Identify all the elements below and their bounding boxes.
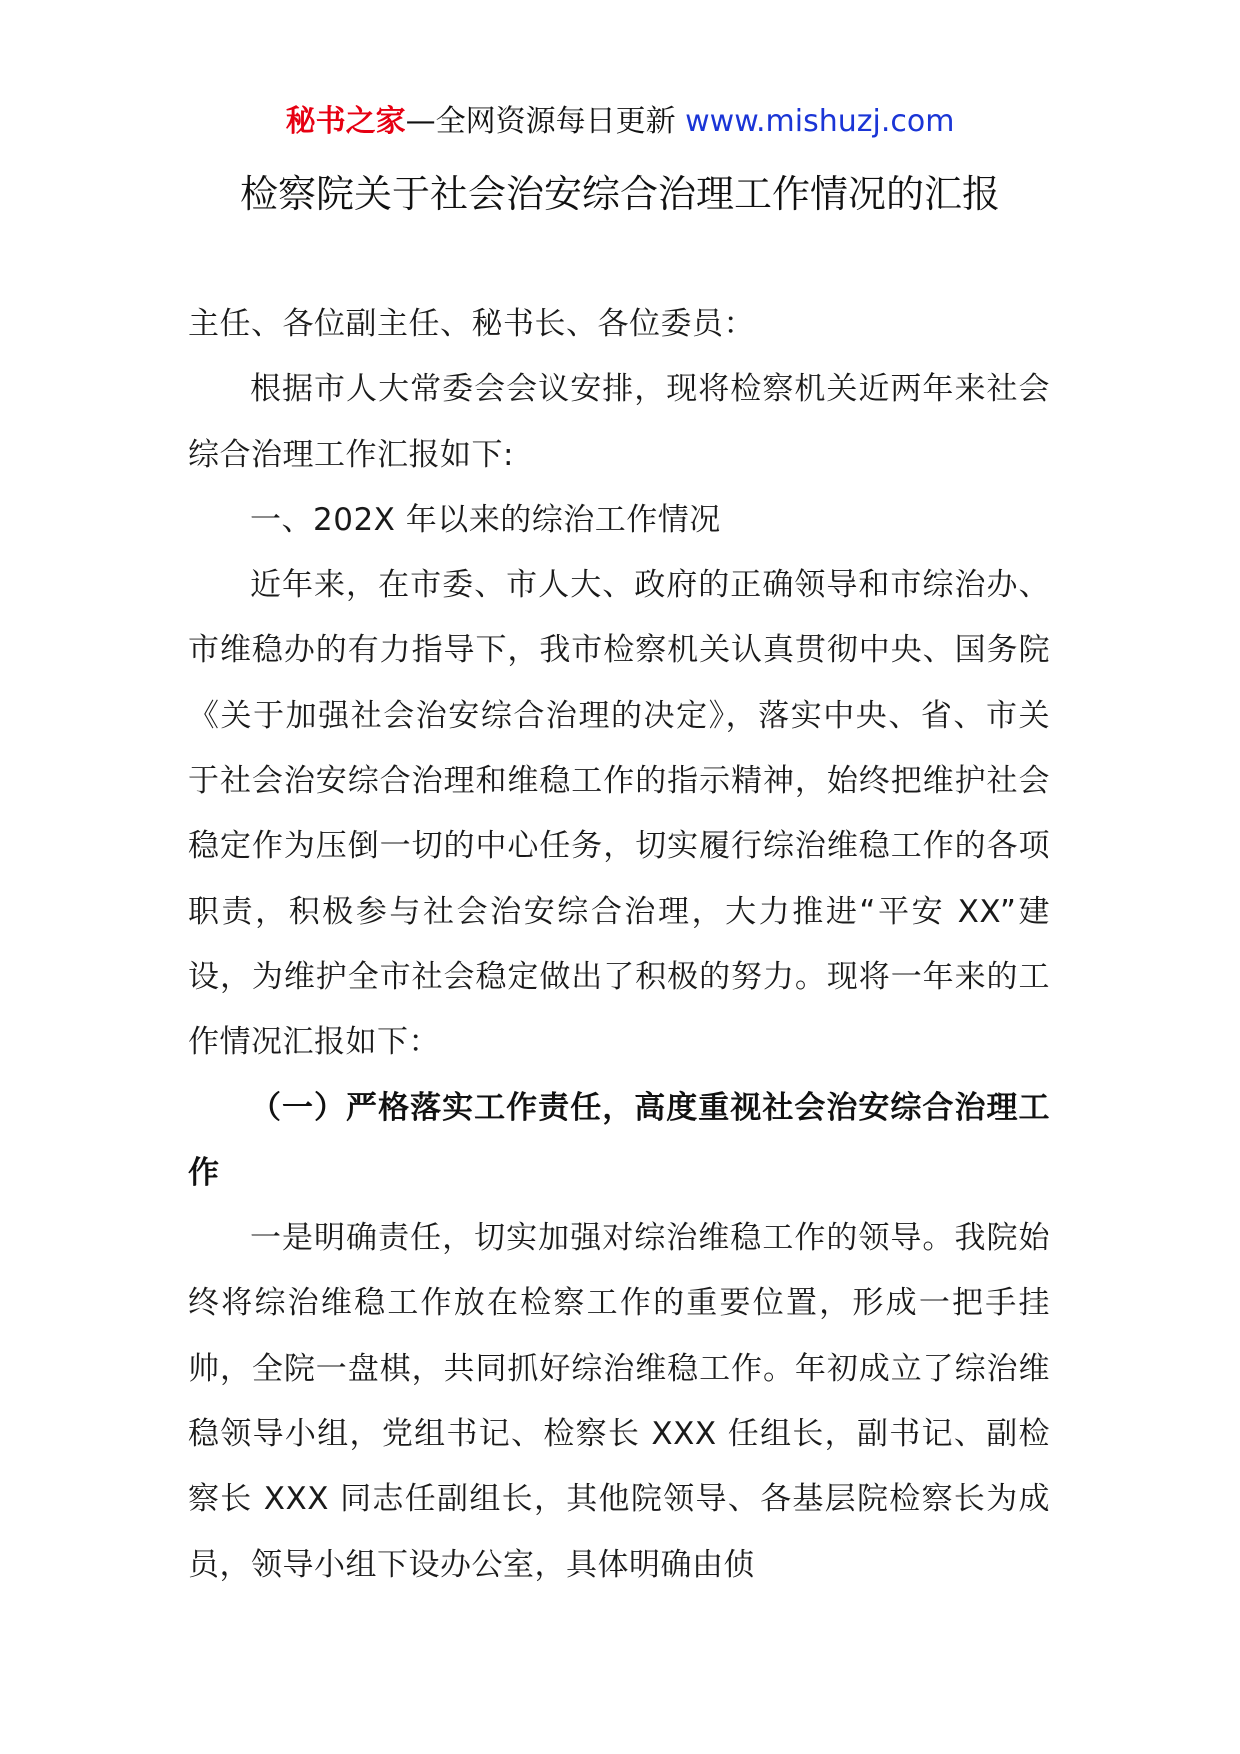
overview-paragraph: 近年来，在市委、市人大、政府的正确领导和市综治办、市维稳办的有力指导下，我市检察机关认真贯彻中央、国务院《关于加强社会治安综合治理的决定》，落实中央、省、市关于社会治安综合治理和维稳工作的指示精神，始终把维护社会稳定作为压倒一切的中心任务，切实履行综治维稳工作的各项职责，积极参与社会治安综合治理，大力推进“平安 XX”建设，为维护全市社会稳定做出了积极的努力。现将一年来的工作情况汇报如下： bbox=[188, 567, 1050, 1061]
site-url: www.mishuzj.com bbox=[685, 104, 955, 139]
section-heading: 一、202X 年以来的综治工作情况 bbox=[250, 501, 721, 538]
watermark-banner bbox=[0, 100, 1240, 144]
subsection-heading: （一）严格落实工作责任，高度重视社会治安综合治理工作 bbox=[188, 1089, 1050, 1191]
detail-paragraph: 一是明确责任，切实加强对综治维稳工作的领导。我院始终将综治维稳工作放在检察工作的重要位置，形成一把手挂帅，全院一盘棋，共同抓好综治维稳工作。年初成立了综治维稳领导小组，党组书记、检察长 XXX 任组长，副书记、副检察长 XXX 同志任副组长，其他院领导、各基层院检察长为成员，领导小组下设办公室，具体明确由侦 bbox=[188, 1220, 1050, 1583]
brand-name: 秘书之家 bbox=[285, 104, 406, 139]
banner-tagline: —全网资源每日更新 bbox=[405, 104, 686, 139]
document-title: 检察院关于社会治安综合治理工作情况的汇报 bbox=[239, 172, 1000, 216]
intro-paragraph: 根据市人大常委会会议安排，现将检察机关近两年来社会综合治理工作汇报如下: bbox=[188, 371, 1050, 473]
document-body bbox=[188, 292, 1050, 1598]
salutation: 主任、各位副主任、秘书长、各位委员： bbox=[188, 306, 755, 342]
